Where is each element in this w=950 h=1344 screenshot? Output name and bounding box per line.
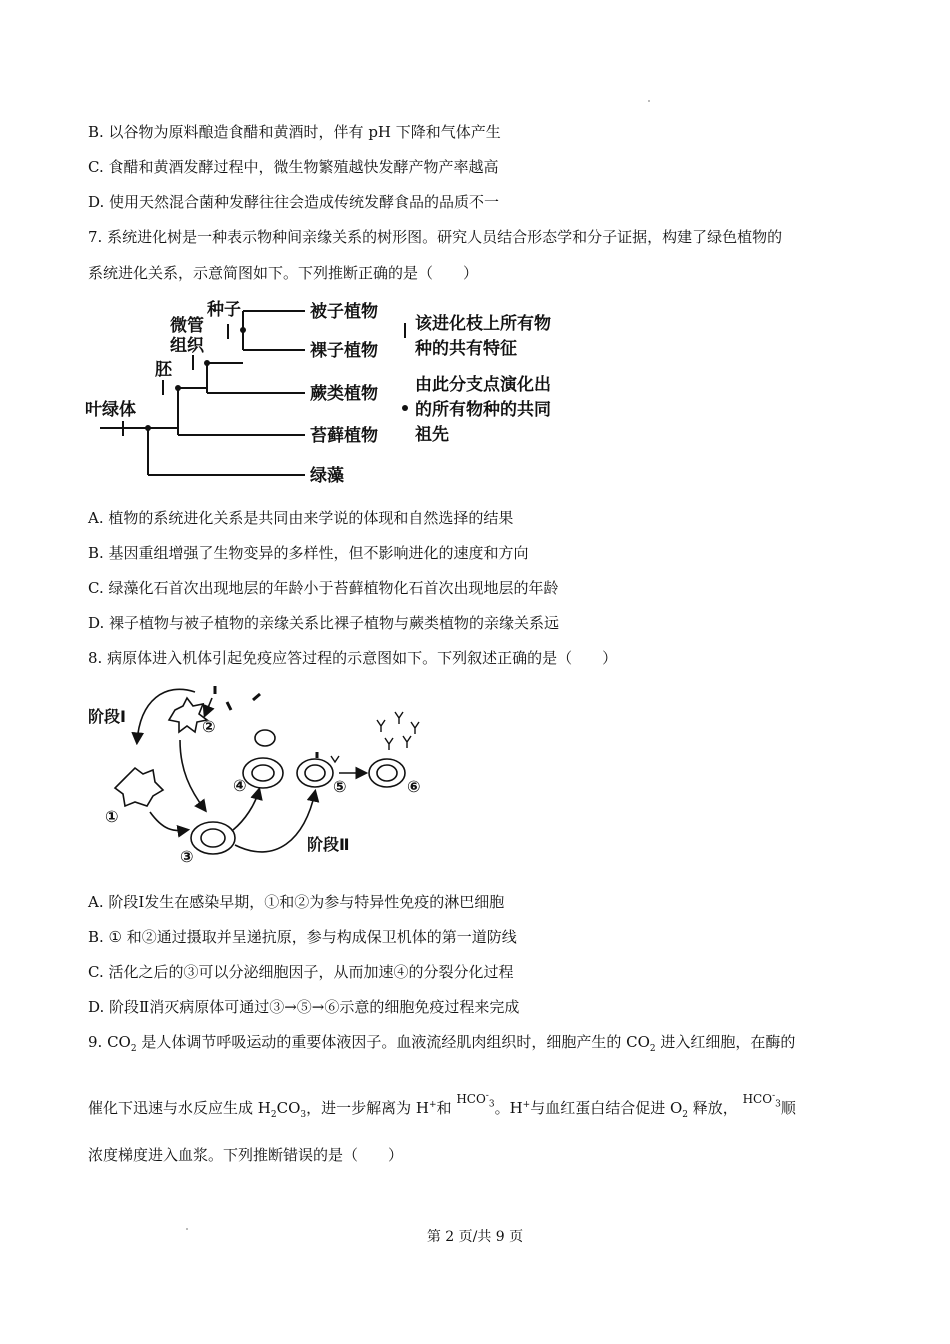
text: 与血红蛋白结合促进 O — [530, 1099, 683, 1117]
option-8a: A. 阶段Ⅰ发生在感染早期，①和②为参与特异性免疫的淋巴细胞 — [88, 893, 505, 911]
cell-6 — [369, 759, 405, 787]
node-dot — [175, 385, 181, 391]
speck — [648, 100, 650, 102]
text: HCO — [742, 1092, 773, 1106]
subscript: 2 — [649, 1044, 656, 1054]
text: 催化下迅速与水反应生成 H — [88, 1099, 271, 1117]
label-moss: 苔藓植物 — [310, 426, 378, 446]
label-microtubule-2: 组织 — [170, 336, 204, 356]
stage-2-label: 阶段Ⅱ — [307, 835, 350, 854]
option-8b: B. ① 和②通过摄取并呈递抗原，参与构成保卫机体的第一道防线 — [88, 928, 517, 946]
cell-3-number: ③ — [180, 847, 194, 866]
superscript: + — [522, 1100, 531, 1110]
subscript: 2 — [130, 1044, 137, 1054]
subscript: 3 — [775, 1099, 781, 1110]
subscript: 2 — [682, 1110, 689, 1120]
cell-3 — [191, 822, 235, 854]
question-9-line3: 浓度梯度进入血浆。下列推断错误的是（ ） — [88, 1146, 404, 1164]
option-7d: D. 裸子植物与被子植物的亲缘关系比裸子植物与蕨类植物的亲缘关系远 — [88, 614, 560, 632]
page-footer: 第 2 页/共 9 页 — [426, 1229, 524, 1245]
stage-1-label: 阶段Ⅰ — [88, 707, 126, 726]
legend-dot — [402, 405, 408, 411]
cell-2-number: ② — [202, 717, 216, 736]
label-green-algae: 绿藻 — [310, 466, 344, 486]
text: 释放， — [688, 1099, 738, 1117]
option-6c: C. 食醋和黄酒发酵过程中，微生物繁殖越快发酵产物产率越高 — [88, 158, 499, 176]
superscript: + — [428, 1100, 437, 1110]
question-9-line1 — [88, 1032, 795, 1059]
cell-1-number: ① — [105, 807, 119, 826]
option-7c: C. 绿藻化石首次出现地层的年龄小于苔藓植物化石首次出现地层的年龄 — [88, 579, 559, 597]
label-angiosperm: 被子植物 — [310, 302, 378, 322]
phagocyte-1 — [115, 768, 163, 806]
node-dot — [204, 360, 210, 366]
text: CO — [276, 1099, 301, 1117]
superscript: - — [772, 1091, 776, 1101]
label-chloroplast: 叶绿体 — [85, 400, 136, 420]
text: ，进一步解离为 H — [306, 1099, 429, 1117]
superscript: - — [485, 1091, 489, 1101]
question-7-line2: 系统进化关系，示意简图如下。下列推断正确的是（ ） — [88, 264, 479, 282]
text: 9. CO — [88, 1033, 131, 1051]
text: 是人体调节呼吸运动的重要体液因子。血液流经肌肉组织时，细胞产生的 CO — [136, 1033, 650, 1051]
phylogenetic-tree-diagram — [85, 295, 585, 495]
subscript: 3 — [488, 1099, 495, 1110]
legend-line3: 由此分支点演化出 — [415, 375, 551, 395]
antibodies — [331, 712, 419, 762]
question-7-line1: 7. 系统进化树是一种表示物种间亲缘关系的树形图。研究人员结合形态学和分子证据，构建了绿色植物的 — [88, 228, 783, 246]
option-6d: D. 使用天然混合菌种发酵往往会造成传统发酵食品的品质不一 — [88, 193, 500, 211]
option-6b: B. 以谷物为原料酿造食醋和黄酒时，伴有 pH 下降和气体产生 — [88, 123, 501, 141]
question-9-line2 — [88, 1091, 796, 1125]
cell-4 — [243, 758, 283, 788]
legend-line5: 祖先 — [415, 425, 449, 445]
immune-response-diagram — [85, 680, 445, 870]
label-fern: 蕨类植物 — [310, 384, 378, 404]
subscript: 2 — [270, 1110, 277, 1120]
node-dot — [145, 425, 151, 431]
cell-6-number: ⑥ — [407, 777, 421, 796]
small-cell-4-top — [255, 730, 275, 746]
option-7b: B. 基因重组增强了生物变异的多样性，但不影响进化的速度和方向 — [88, 544, 529, 562]
option-8c: C. 活化之后的③可以分泌细胞因子，从而加速④的分裂分化过程 — [88, 963, 514, 981]
option-8d: D. 阶段Ⅱ消灭病原体可通过③→⑤→⑥示意的细胞免疫过程来完成 — [88, 998, 520, 1016]
label-embryo: 胚 — [155, 360, 172, 380]
text: 进入红细胞，在酶的 — [655, 1033, 796, 1051]
cell-5-number: ⑤ — [333, 777, 347, 796]
text: 顺 — [780, 1099, 796, 1117]
legend-line2: 种的共有特征 — [415, 339, 517, 359]
question-8: 8. 病原体进入机体引起免疫应答过程的示意图如下。下列叙述正确的是（ ） — [88, 649, 618, 667]
bicarbonate-formula — [742, 1091, 781, 1110]
label-seed: 种子 — [207, 300, 241, 320]
legend-line4: 的所有物种的共同 — [415, 400, 551, 420]
subscript: 3 — [300, 1110, 307, 1120]
node-dot — [240, 327, 246, 333]
text: HCO — [456, 1092, 486, 1106]
text: 。H — [494, 1099, 523, 1117]
legend-line1: 该进化枝上所有物 — [415, 314, 551, 334]
cell-5 — [297, 759, 333, 787]
label-gymnosperm: 裸子植物 — [310, 341, 378, 361]
bicarbonate-formula — [456, 1091, 495, 1110]
text: 和 — [436, 1099, 452, 1117]
label-microtubule-1: 微管 — [170, 316, 204, 336]
option-7a: A. 植物的系统进化关系是共同由来学说的体现和自然选择的结果 — [88, 509, 514, 527]
cell-4-number: ④ — [233, 776, 247, 795]
